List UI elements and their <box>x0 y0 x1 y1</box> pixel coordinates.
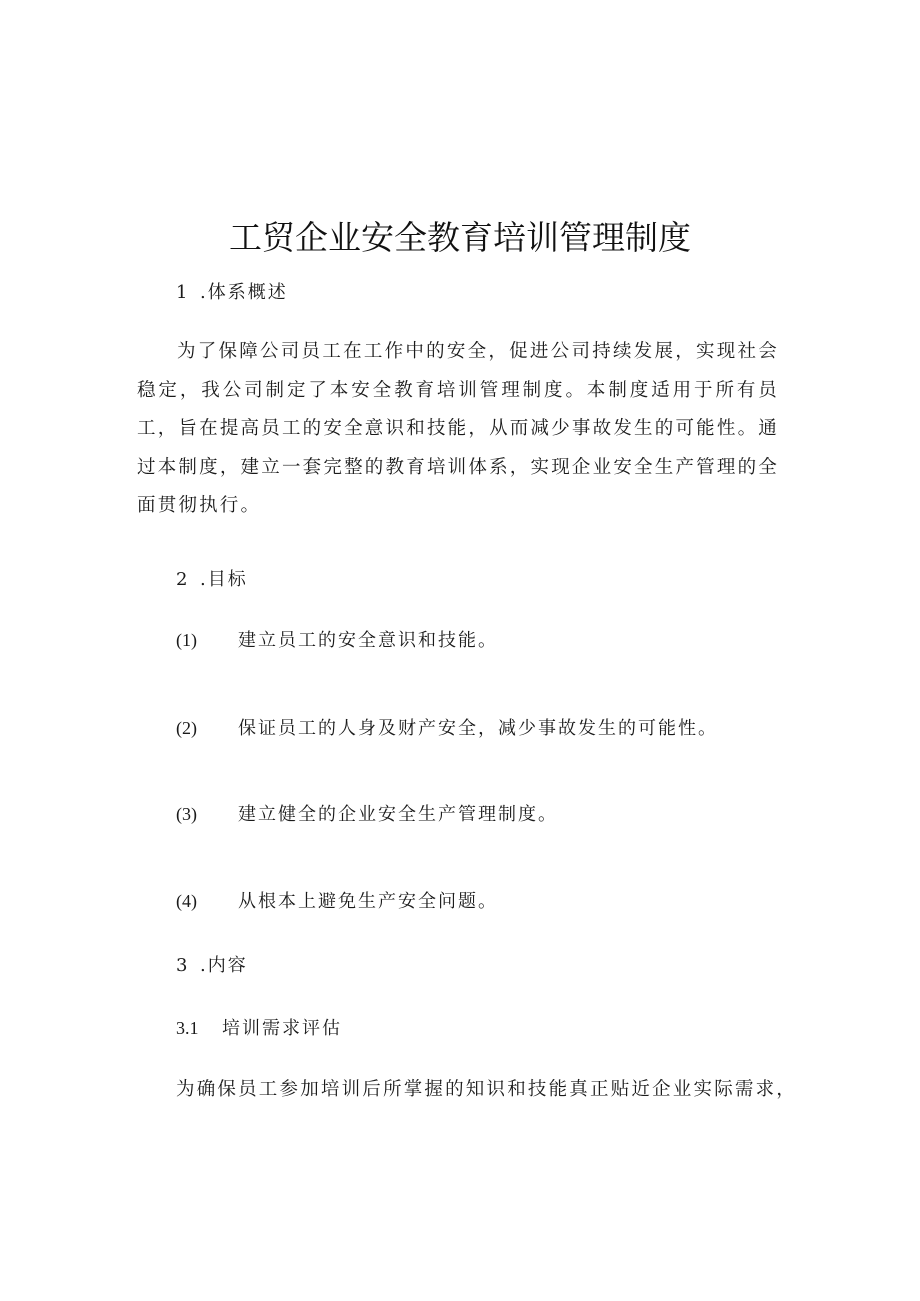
goal-text: 从根本上避免生产安全问题。 <box>238 891 498 912</box>
subsection-3-1-marker: 3.1 <box>176 1018 199 1038</box>
section-3-label: .内容 <box>200 955 248 976</box>
goal-text: 建立员工的安全意识和技能。 <box>238 630 498 651</box>
document-title: 工贸企业安全教育培训管理制度 <box>229 218 691 257</box>
section-3-heading <box>176 951 248 977</box>
goal-item <box>176 887 498 913</box>
section-1-heading <box>176 278 288 304</box>
goal-item <box>176 714 718 740</box>
goal-item <box>176 626 498 652</box>
goal-marker: (1) <box>176 630 197 650</box>
subsection-3-1-paragraph: 为确保员工参加培训后所掌握的知识和技能真正贴近企业实际需求， <box>176 1079 798 1100</box>
section-1-label: .体系概述 <box>200 282 288 303</box>
subsection-3-1-label: 培训需求评估 <box>222 1018 342 1039</box>
goal-marker: (4) <box>176 891 197 911</box>
goal-marker: (2) <box>176 718 197 738</box>
section-2-label: .目标 <box>200 569 248 590</box>
section-2-heading <box>176 565 248 591</box>
subsection-3-1-heading <box>176 1014 342 1040</box>
goal-marker: (3) <box>176 804 197 824</box>
section-1-number: 1 <box>176 282 190 303</box>
section-3-number: 3 <box>176 955 190 976</box>
goal-item <box>176 800 558 826</box>
section-1-paragraph: 为了保障公司员工在工作中的安全，促进公司持续发展，实现社会稳定，我公司制定了本安全教育培训管理制度。本制度适用于所有员工，旨在提高员工的安全意识和技能，从而减少事故发生的可能性。通过本制度，建立一套完整的教育培训体系，实现企业安全生产管理的全面贯彻执行。 <box>137 341 779 516</box>
goal-text: 保证员工的人身及财产安全，减少事故发生的可能性。 <box>238 718 718 739</box>
section-2-number: 2 <box>176 569 190 590</box>
goal-text: 建立健全的企业安全生产管理制度。 <box>238 804 558 825</box>
